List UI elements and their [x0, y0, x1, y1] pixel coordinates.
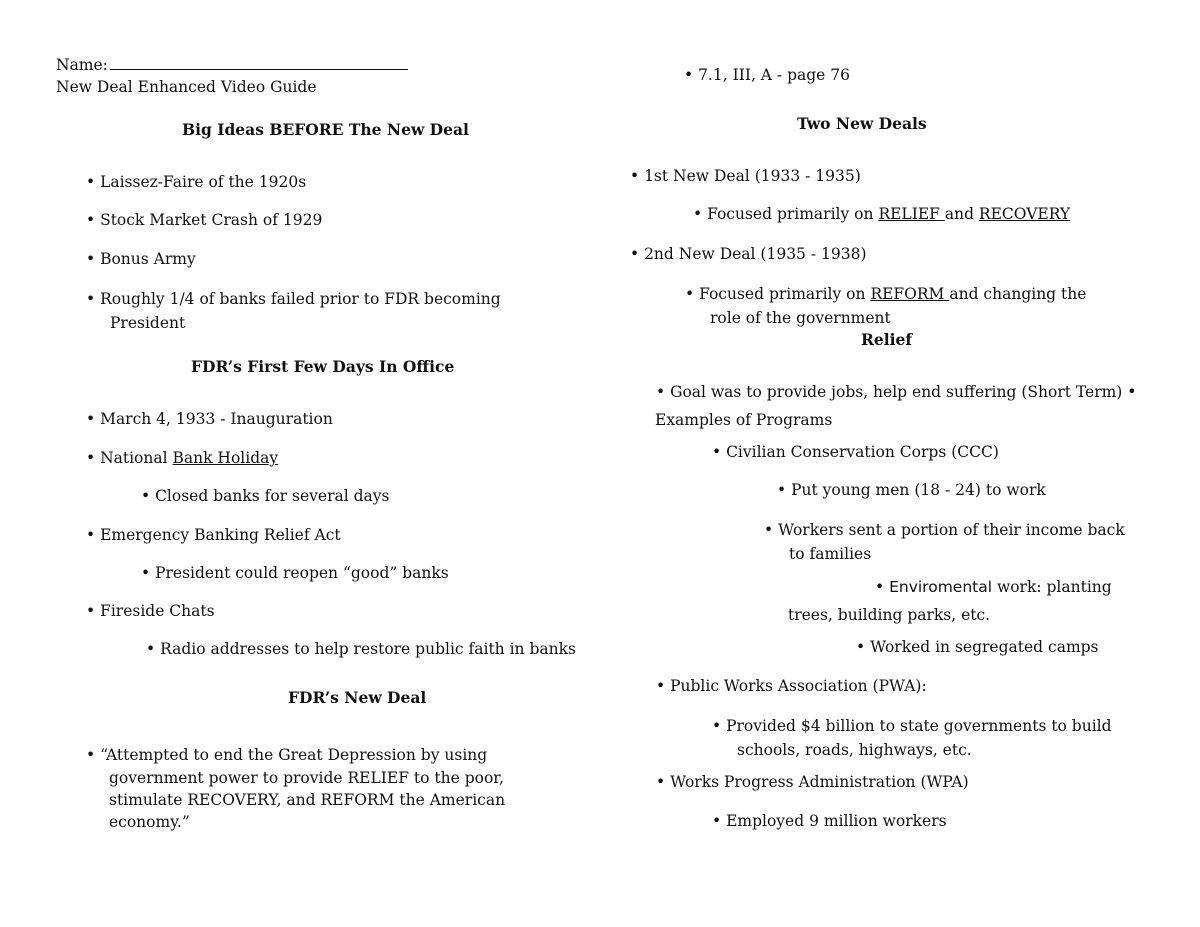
- environmental-bullet: •: [875, 578, 890, 596]
- relief-examples: Examples of Programs: [655, 411, 833, 429]
- recovery-term: RECOVERY: [978, 205, 1071, 223]
- environmental-word: Enviromental: [889, 578, 993, 596]
- bullet-bank-holiday: [86, 451, 278, 467]
- environmental-suffix: work: planting: [992, 578, 1112, 596]
- sub-closed-banks: • Closed banks for several days: [141, 487, 390, 505]
- relief-goal: • Goal was to provide jobs, help end suffering (Short Term) •: [656, 383, 1137, 401]
- bank-holiday-prefix: • National: [86, 449, 173, 467]
- sub-ccc-environmental: [875, 580, 1112, 596]
- bank-holiday-term: Bank Holiday: [172, 449, 279, 467]
- bullet-inauguration: • March 4, 1933 - Inauguration: [86, 410, 333, 428]
- name-blank-line: [110, 61, 408, 70]
- sub-radio-addresses: • Radio addresses to help restore public faith in banks: [146, 640, 576, 658]
- heading-two-new-deals: Two New Deals: [797, 114, 927, 133]
- bullet-emergency-act: • Emergency Banking Relief Act: [86, 526, 341, 544]
- heading-big-ideas: Big Ideas BEFORE The New Deal: [182, 120, 469, 139]
- relief-recovery-and: and: [944, 205, 979, 223]
- sub-ccc-segregated: • Worked in segregated camps: [856, 638, 1099, 656]
- bullet-second-new-deal: • 2nd New Deal (1935 - 1938): [630, 245, 867, 263]
- relief-recovery-prefix: • Focused primarily on: [693, 205, 879, 223]
- quote-line-2: government power to provide RELIEF to the poor,: [109, 769, 504, 787]
- document-title: New Deal Enhanced Video Guide: [56, 78, 317, 96]
- sub-ccc-environmental-cont: trees, building parks, etc.: [788, 606, 991, 624]
- bullet-laissez-faire: • Laissez-Faire of the 1920s: [86, 173, 307, 191]
- reform-suffix: and changing the: [949, 285, 1087, 303]
- heading-first-days: FDR’s First Few Days In Office: [191, 357, 455, 376]
- bullet-pwa: • Public Works Association (PWA):: [656, 677, 927, 695]
- sub-reform: [685, 287, 1086, 303]
- sub-wpa-employed: • Employed 9 million workers: [712, 812, 947, 830]
- sub-ccc-income: • Workers sent a portion of their income back: [764, 521, 1125, 539]
- bullet-wpa: • Works Progress Administration (WPA): [656, 773, 969, 791]
- relief-term: RELIEF: [878, 205, 945, 223]
- heading-relief: Relief: [861, 330, 913, 349]
- quote-line-4: economy.”: [109, 813, 190, 831]
- name-label: Name:: [56, 56, 108, 74]
- sub-reopen-banks: • President could reopen “good” banks: [141, 564, 449, 582]
- bullet-ccc: • Civilian Conservation Corps (CCC): [712, 443, 999, 461]
- reform-term: REFORM: [870, 285, 950, 303]
- sub-ccc-young-men: • Put young men (18 - 24) to work: [777, 481, 1046, 499]
- sub-reform-cont: role of the government: [710, 309, 891, 327]
- bullet-stock-crash: • Stock Market Crash of 1929: [86, 211, 323, 229]
- bullet-fireside-chats: • Fireside Chats: [86, 602, 215, 620]
- sub-pwa-funding-cont: schools, roads, highways, etc.: [737, 741, 972, 759]
- bullet-first-new-deal: • 1st New Deal (1933 - 1935): [630, 167, 861, 185]
- bullet-bonus-army: • Bonus Army: [86, 250, 196, 268]
- reform-prefix: • Focused primarily on: [685, 285, 871, 303]
- quote-line-1: • “Attempted to end the Great Depression by using: [86, 746, 488, 764]
- sub-ccc-income-cont: to families: [789, 545, 872, 563]
- bullet-banks-failed-cont: President: [110, 314, 186, 332]
- sub-relief-recovery: [693, 207, 1070, 223]
- page-reference: • 7.1, III, A - page 76: [684, 66, 850, 84]
- bullet-banks-failed: • Roughly 1/4 of banks failed prior to FDR becoming: [86, 290, 501, 308]
- sub-pwa-funding: • Provided $4 billion to state governments to build: [712, 717, 1112, 735]
- heading-fdr-new-deal: FDR’s New Deal: [288, 688, 427, 707]
- quote-line-3: stimulate RECOVERY, and REFORM the American: [109, 791, 506, 809]
- name-field: [56, 58, 408, 74]
